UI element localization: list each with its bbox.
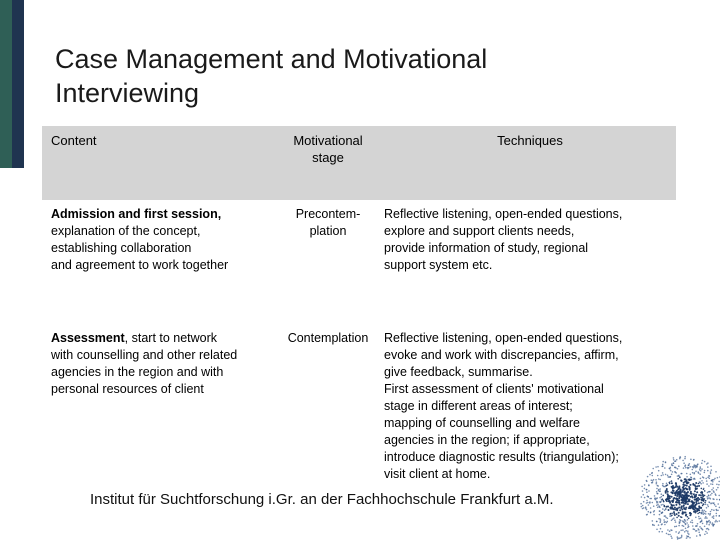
- row-2-techniques: [384, 330, 622, 483]
- row-2-content-line: agencies in the region and with: [51, 365, 224, 379]
- row-1-techniques: [384, 206, 622, 274]
- footer-institution: Institut für Suchtforschung i.Gr. an der Fachhochschule Frankfurt a.M.: [90, 491, 554, 508]
- accent-bar-navy: [12, 0, 24, 168]
- row-1-stage-line: plation: [309, 224, 347, 238]
- row-2-content-line: with counselling and other related: [51, 348, 238, 362]
- row-1-content-title: Admission and first session,: [51, 207, 222, 221]
- row-2-content: [51, 330, 237, 398]
- row-1-technique-line: explore and support clients needs,: [384, 224, 575, 238]
- header-stage-line-2: stage: [312, 150, 344, 165]
- accent-bar-green: [0, 0, 12, 168]
- header-stage-line-1: Motivational: [293, 133, 363, 148]
- row-1-content-line: and agreement to work together: [51, 258, 229, 272]
- row-2-technique-line: mapping of counselling and welfare: [384, 416, 580, 430]
- slide-title-line-2: Interviewing: [55, 78, 200, 108]
- row-2-content-line: personal resources of client: [51, 382, 204, 396]
- row-1-content-line: explanation of the concept,: [51, 224, 201, 238]
- header-motivational-stage: [268, 132, 388, 166]
- row-1-technique-line: support system etc.: [384, 258, 493, 272]
- row-1-content-line: establishing collaboration: [51, 241, 192, 255]
- row-2-content-first-line: [51, 330, 237, 347]
- institute-logo-icon: [640, 452, 720, 540]
- header-techniques: Techniques: [497, 133, 563, 148]
- row-1-content: [51, 206, 228, 274]
- header-content: Content: [51, 133, 97, 148]
- row-2-stage: [268, 330, 388, 347]
- row-2-content-title: Assessment: [51, 331, 125, 345]
- row-1-technique-line: Reflective listening, open-ended questions,: [384, 207, 623, 221]
- slide-title-line-1: Case Management and Motivational: [55, 44, 488, 74]
- row-2-technique-line: evoke and work with discrepancies, affirm,: [384, 348, 619, 362]
- row-2-technique-line: First assessment of clients' motivational: [384, 382, 604, 396]
- row-2-technique-line: give feedback, summarise.: [384, 365, 533, 379]
- row-2-technique-line: stage in different areas of interest;: [384, 399, 573, 413]
- row-2-technique-line: Reflective listening, open-ended questions,: [384, 331, 623, 345]
- slide-title: [55, 42, 655, 110]
- row-1-technique-line: provide information of study, regional: [384, 241, 589, 255]
- row-1-stage: [268, 206, 388, 240]
- row-2-technique-line: introduce diagnostic results (triangulation);: [384, 450, 619, 464]
- row-2-stage-line: Contemplation: [287, 331, 369, 345]
- row-2-technique-line: visit client at home.: [384, 467, 491, 481]
- row-2-technique-line: agencies in the region; if appropriate,: [384, 433, 590, 447]
- row-1-stage-line: Precontem-: [295, 207, 361, 221]
- row-2-content-title-rest: , start to network: [124, 331, 218, 345]
